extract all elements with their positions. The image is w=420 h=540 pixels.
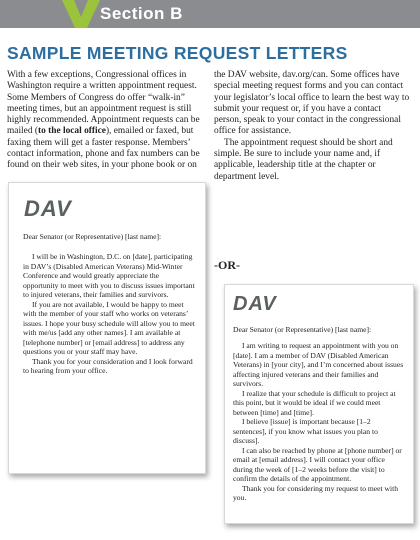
letter-body xyxy=(233,341,405,503)
intro-paragraph-left: With a few exceptions, Congressional offices in Washington require a written appointment request. Some Members of Congress do offer “walk-in” meeting times, but an appointment request is still highly recommended. Appointment requests can be mailed (to the local office), emailed or faxed, but faxing them will get a faster response. Members’ contact information, phone and fax numbers can be found on their web sites, in your phone book or on xyxy=(7,70,200,171)
dav-logo-icon xyxy=(233,293,305,313)
or-separator: -OR- xyxy=(214,258,240,272)
page-title: SAMPLE MEETING REQUEST LETTERS xyxy=(7,43,348,63)
letter-body xyxy=(23,252,195,376)
letter-paragraph: I believe [issue] is important because [1–2 sentences], if you know what issues you plan to discuss]. xyxy=(233,417,378,445)
intro-right-column xyxy=(214,70,410,183)
letter-paragraph: I can also be reached by phone at [phone number] or email at [email address]. I will contact your office during the week of [1–2 weeks before the visit] to confirm the details of the appointment. xyxy=(233,445,402,483)
intro-paragraph-right-2: The appointment request should be short and simple. Be sure to include your name and, if applicable, leadership title at the chapter or department level. xyxy=(214,137,393,182)
letter-paragraph: I am writing to request an appointment with you on [date]. I am a member of DAV (Disabled American Veterans) in [your city], and I’m concerned about issues affecting injured veterans and their families and survivors. xyxy=(233,341,404,388)
letter-paragraph: I will be in Washington, D.C. on [date], participating in DAV’s (Disabled American Veterans) Mid-Winter Conference and would greatly appreciate the opportunity to meet with you to discuss issues important to injured veterans, their families and survivors. xyxy=(23,252,195,299)
section-header-bar xyxy=(0,0,420,28)
sample-letter-1 xyxy=(8,182,206,474)
letter-paragraph: If you are not available, I would be happy to meet with the member of your staff who works on veterans’ issues. I hope your busy schedule will allow you to meet with me/us [add any other names]. I am available at [telephone number] or [email address] to address any questions you or your staff may have. xyxy=(23,299,195,356)
intro-left-column xyxy=(7,70,203,172)
section-label: Section B xyxy=(100,4,183,23)
intro-paragraph-right-1: the DAV website, dav.org/can. Some offices have special meeting request forms and you can contact your legislator’s local office to learn the best way to submit your request or, if you have a contact person, speak to your contact in the congressional office for assistance. xyxy=(214,70,410,137)
sample-letter-2 xyxy=(224,284,414,524)
intro-bold-phrase: to the local office xyxy=(37,126,106,137)
checkmark-logo-icon xyxy=(62,0,100,28)
letter-paragraph: Thank you for your consideration and I look forward to hearing from your office. xyxy=(23,356,193,375)
svg-text:DAV: DAV xyxy=(233,293,277,313)
letter-paragraph: I realize that your schedule is difficult to project at this point, but it would be ideal if we could meet between [time] and [time]. xyxy=(233,388,396,417)
letter-salutation: Dear Senator (or Representative) [last name]: xyxy=(233,325,372,334)
letter-paragraph: Thank you for considering my request to meet with you. xyxy=(233,483,399,502)
letter-salutation: Dear Senator (or Representative) [last name]: xyxy=(23,232,162,241)
svg-text:DAV: DAV xyxy=(24,197,72,219)
dav-logo-icon xyxy=(24,197,102,219)
